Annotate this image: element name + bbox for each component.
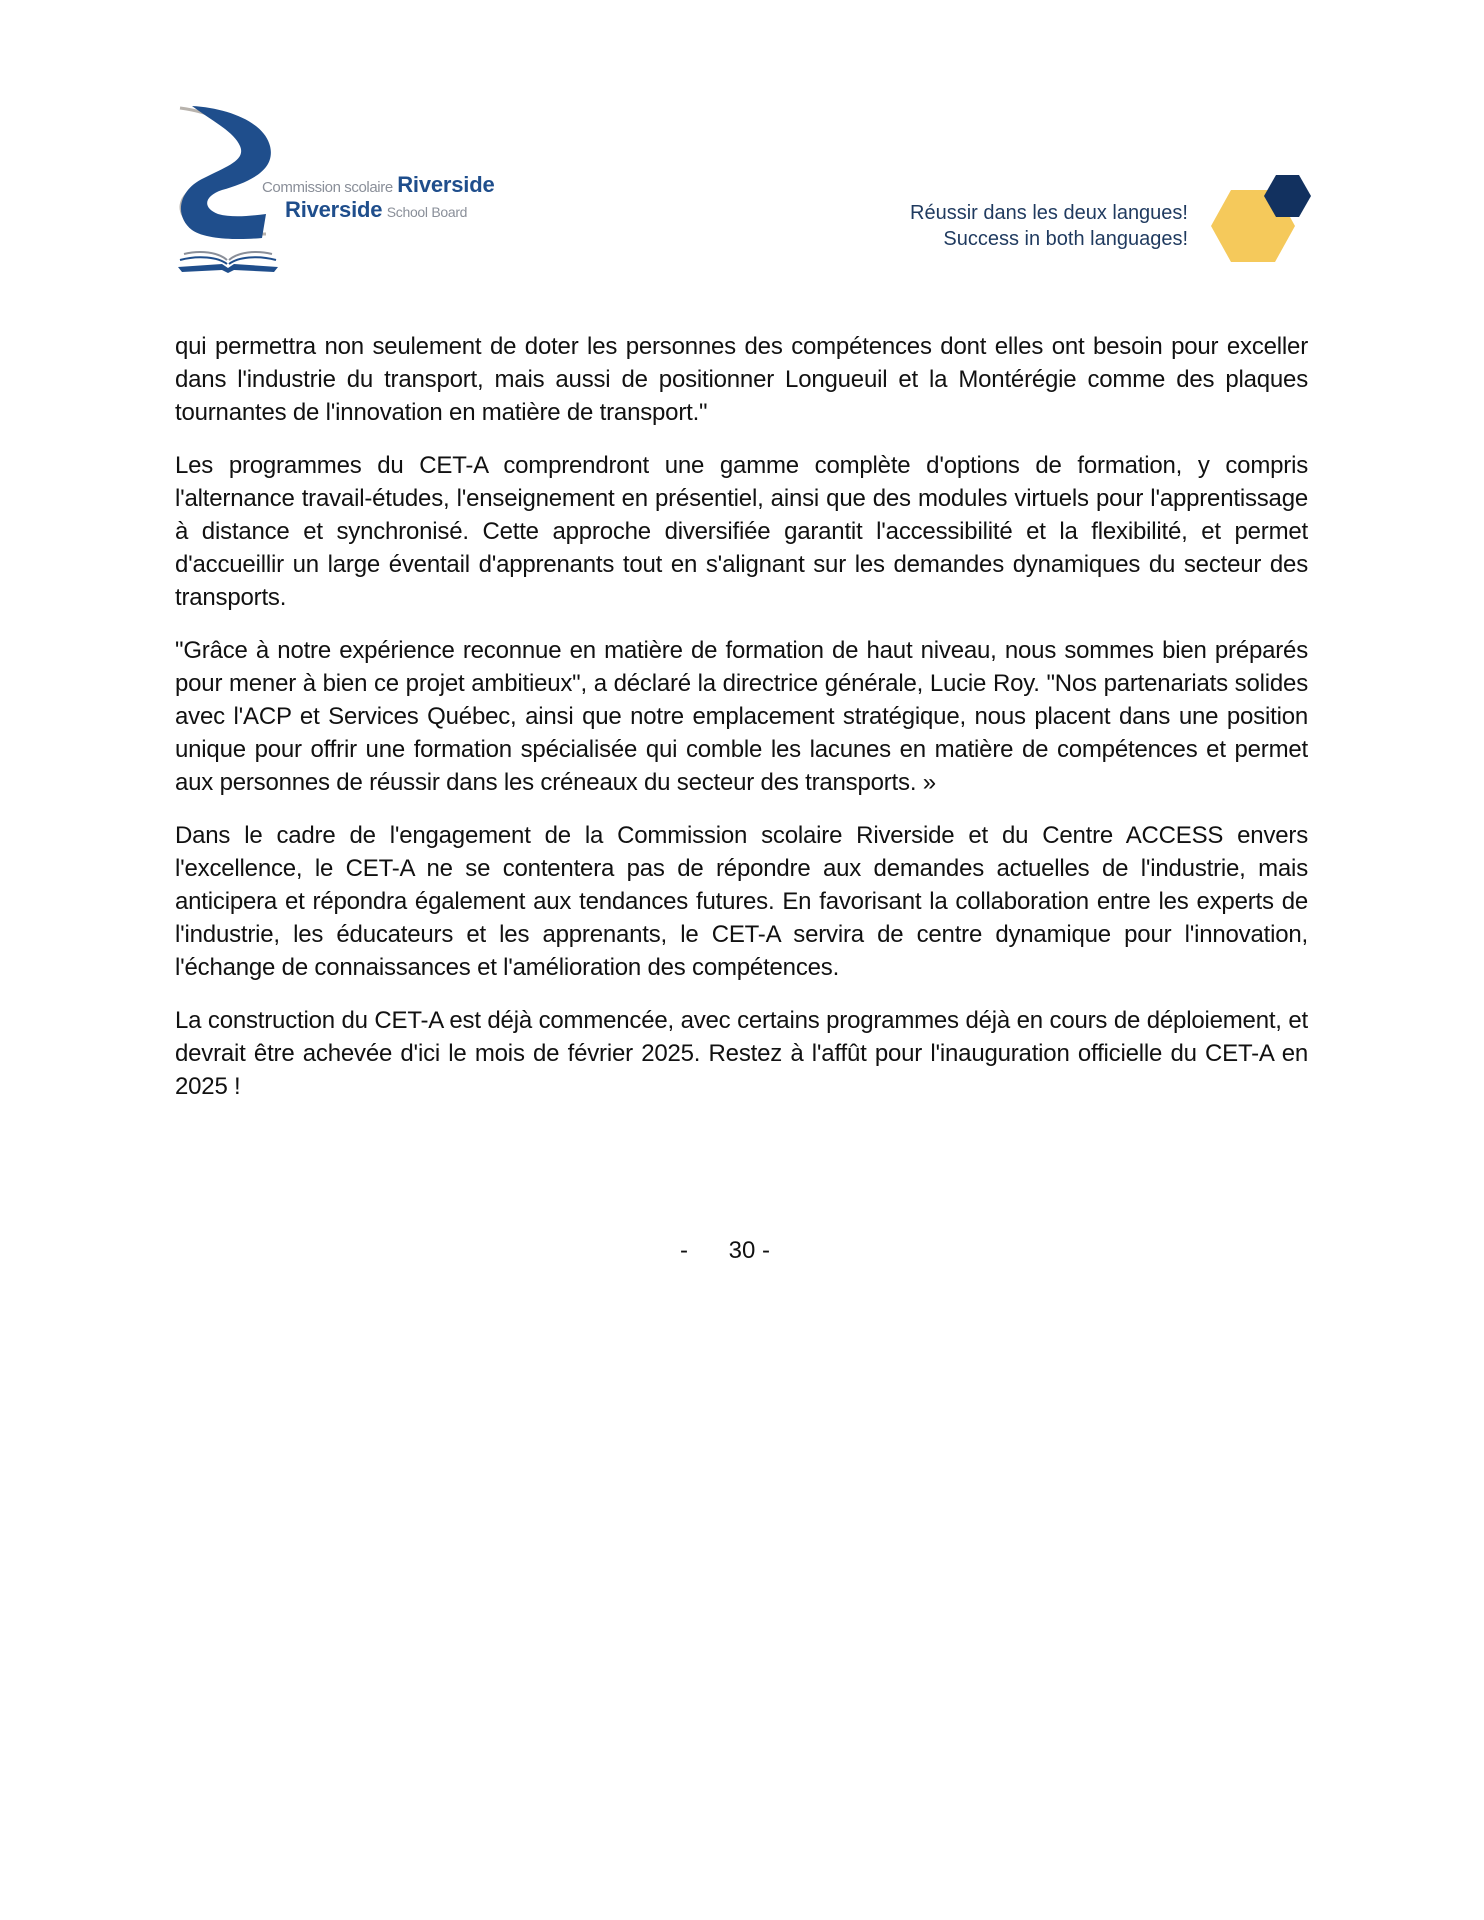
logo-riverside-fr: Riverside bbox=[397, 172, 495, 197]
logo-wordmark bbox=[262, 174, 495, 224]
document-body bbox=[175, 330, 1308, 1123]
paragraph: qui permettra non seulement de doter les personnes des compétences dont elles ont besoin pour exceller dans l'industrie du transport, mais aussi de positionner Longueuil et la Montérégie comme des plaques tournantes de l'innovation en matière de transport." bbox=[175, 333, 1308, 426]
riverside-logo bbox=[170, 104, 510, 274]
page-number-value: 30 - bbox=[728, 1237, 771, 1264]
tagline-en: Success in both languages! bbox=[943, 228, 1188, 250]
paragraph: Les programmes du CET-A comprendront une gamme complète d'options de formation, y compris l'alternance travail-études, l'enseignement en présentiel, ainsi que des modules virtuels pour l'apprentissage à distance et synchronisé. Cette approche diversifiée garantit l'accessibilité et la flexibilité, et permet d'accueillir un large éventail d'apprenants tout en s'alignant sur les demandes dynamiques du secteur des transports. bbox=[175, 452, 1308, 611]
hexagon-badge-icon bbox=[1205, 170, 1315, 270]
tagline bbox=[910, 200, 1188, 252]
page-number bbox=[0, 1237, 1484, 1265]
paragraph: Dans le cadre de l'engagement de la Commission scolaire Riverside et du Centre ACCESS envers l'excellence, le CET-A ne se contentera pas de répondre aux demandes actuelles de l'industrie, mais anticipera et répondra également aux tendances futures. En favorisant la collaboration entre les experts de l'industrie, les éducateurs et les apprenants, le CET-A servira de centre dynamique pour l'innovation, l'échange de connaissances et l'amélioration des compétences. bbox=[175, 822, 1308, 981]
paragraph: La construction du CET-A est déjà commencée, avec certains programmes déjà en cours de déploiement, et devrait être achevée d'ici le mois de février 2025. Restez à l'affût pour l'inauguration officielle du CET-A en 2025 ! bbox=[175, 1007, 1308, 1100]
paragraph: "Grâce à notre expérience reconnue en matière de formation de haut niveau, nous sommes bien préparés pour mener à bien ce projet ambitieux", a déclaré la directrice générale, Lucie Roy. "Nos partenariats solides avec l'ACP et Services Québec, ainsi que notre emplacement stratégique, nous placent dans une position unique pour offrir une formation spécialisée qui comble les lacunes en matière de compétences et permet aux personnes de réussir dans les créneaux du secteur des transports. » bbox=[175, 637, 1308, 796]
logo-school-board: School Board bbox=[386, 204, 468, 220]
tagline-fr: Réussir dans les deux langues! bbox=[910, 202, 1188, 224]
logo-riverside-en: Riverside bbox=[285, 197, 383, 222]
page-number-dash: - bbox=[679, 1237, 688, 1264]
logo-commission-scolaire: Commission scolaire bbox=[262, 179, 393, 196]
